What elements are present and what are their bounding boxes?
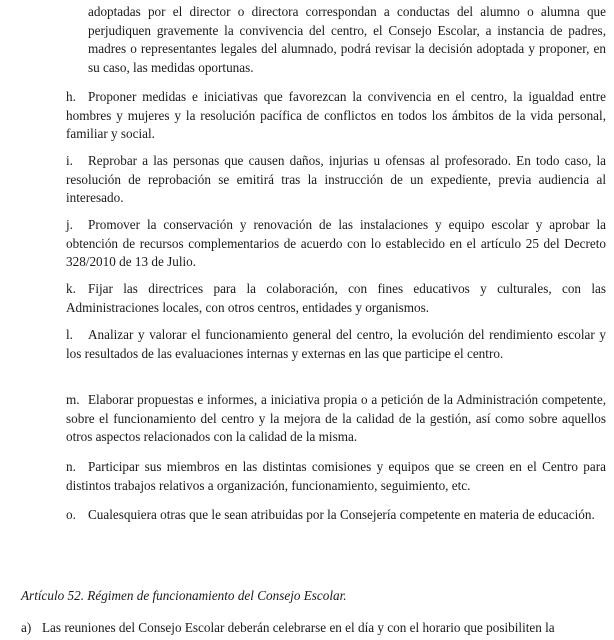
list-item-letter: o. xyxy=(66,507,76,522)
list-item-letter: k. xyxy=(66,281,76,296)
list-item-j xyxy=(66,216,606,272)
list-item-letter: n. xyxy=(66,459,76,474)
last-paragraph xyxy=(21,619,611,638)
paragraph-letter: a) xyxy=(21,620,32,635)
list-item-letter: j. xyxy=(66,217,73,232)
list-item-letter: l. xyxy=(66,327,73,342)
list-item-l xyxy=(66,326,606,363)
article-title: Artículo 52. Régimen de funcionamiento del Consejo Escolar. xyxy=(21,588,347,603)
list-item-letter: m. xyxy=(66,392,80,407)
list-item-text: Elaborar propuestas e informes, a iniciativa propia o a petición de la Administración competente, sobre el funcionamiento del centro y la mejora de la calidad de la gestión, así como sobre aquellos otros aspectos relacionados con la calidad de la misma. xyxy=(66,392,606,445)
list-item-text: Analizar y valorar el funcionamiento general del centro, la evolución del rendimiento escolar y los resultados de las evaluaciones internas y externas en las que participe el centro. xyxy=(66,327,606,361)
list-item-h xyxy=(66,88,606,144)
list-item-letter: h. xyxy=(66,89,76,104)
list-item-text: Fijar las directrices para la colaboración, con fines educativos y culturales, con las Administraciones locales, con otros centros, entidades y organismos. xyxy=(66,281,606,315)
list-item-k xyxy=(66,280,606,317)
list-item-m xyxy=(66,391,606,447)
list-item-letter: i. xyxy=(66,153,73,168)
list-item-text: Proponer medidas e iniciativas que favorezcan la convivencia en el centro, la igualdad entre hombres y mujeres y la resolución pacífica de conflictos en todos los ámbitos de la vida personal, familiar y social. xyxy=(66,89,606,142)
list-item-i xyxy=(66,152,606,208)
list-item-n xyxy=(66,458,606,495)
list-item-text: Reprobar a las personas que causen daños, injurias u ofensas al profesorado. En todo caso, la resolución de reprobación se emitirá tras la instrucción de un expediente, previa audiencia al interesado. xyxy=(66,153,606,206)
list-item-text: Participar sus miembros en las distintas comisiones y equipos que se creen en el Centro para distintos trabajos relativos a organización, funcionamiento, seguimiento, etc. xyxy=(66,459,606,493)
paragraph-text: Las reuniones del Consejo Escolar deberán celebrarse en el día y con el horario que posibiliten la xyxy=(42,620,555,635)
list-item-text: Cualesquiera otras que le sean atribuidas por la Consejería competente en materia de educación. xyxy=(88,507,595,522)
list-item-o xyxy=(66,506,606,525)
list-item-text: Promover la conservación y renovación de las instalaciones y equipo escolar y aprobar la obtención de recursos complementarios de acuerdo con lo establecido en el artículo 25 del Decreto 328/2010 de 13 de Julio. xyxy=(66,217,606,270)
continuation-paragraph: adoptadas por el director o directora correspondan a conductas del alumno o alumna que perjudiquen gravemente la convivencia del centro, el Consejo Escolar, a instancia de padres, madres o representantes legales del alumnado, podrá revisar la decisión adoptada y proponer, en su caso, las medidas oportunas. xyxy=(88,4,606,75)
